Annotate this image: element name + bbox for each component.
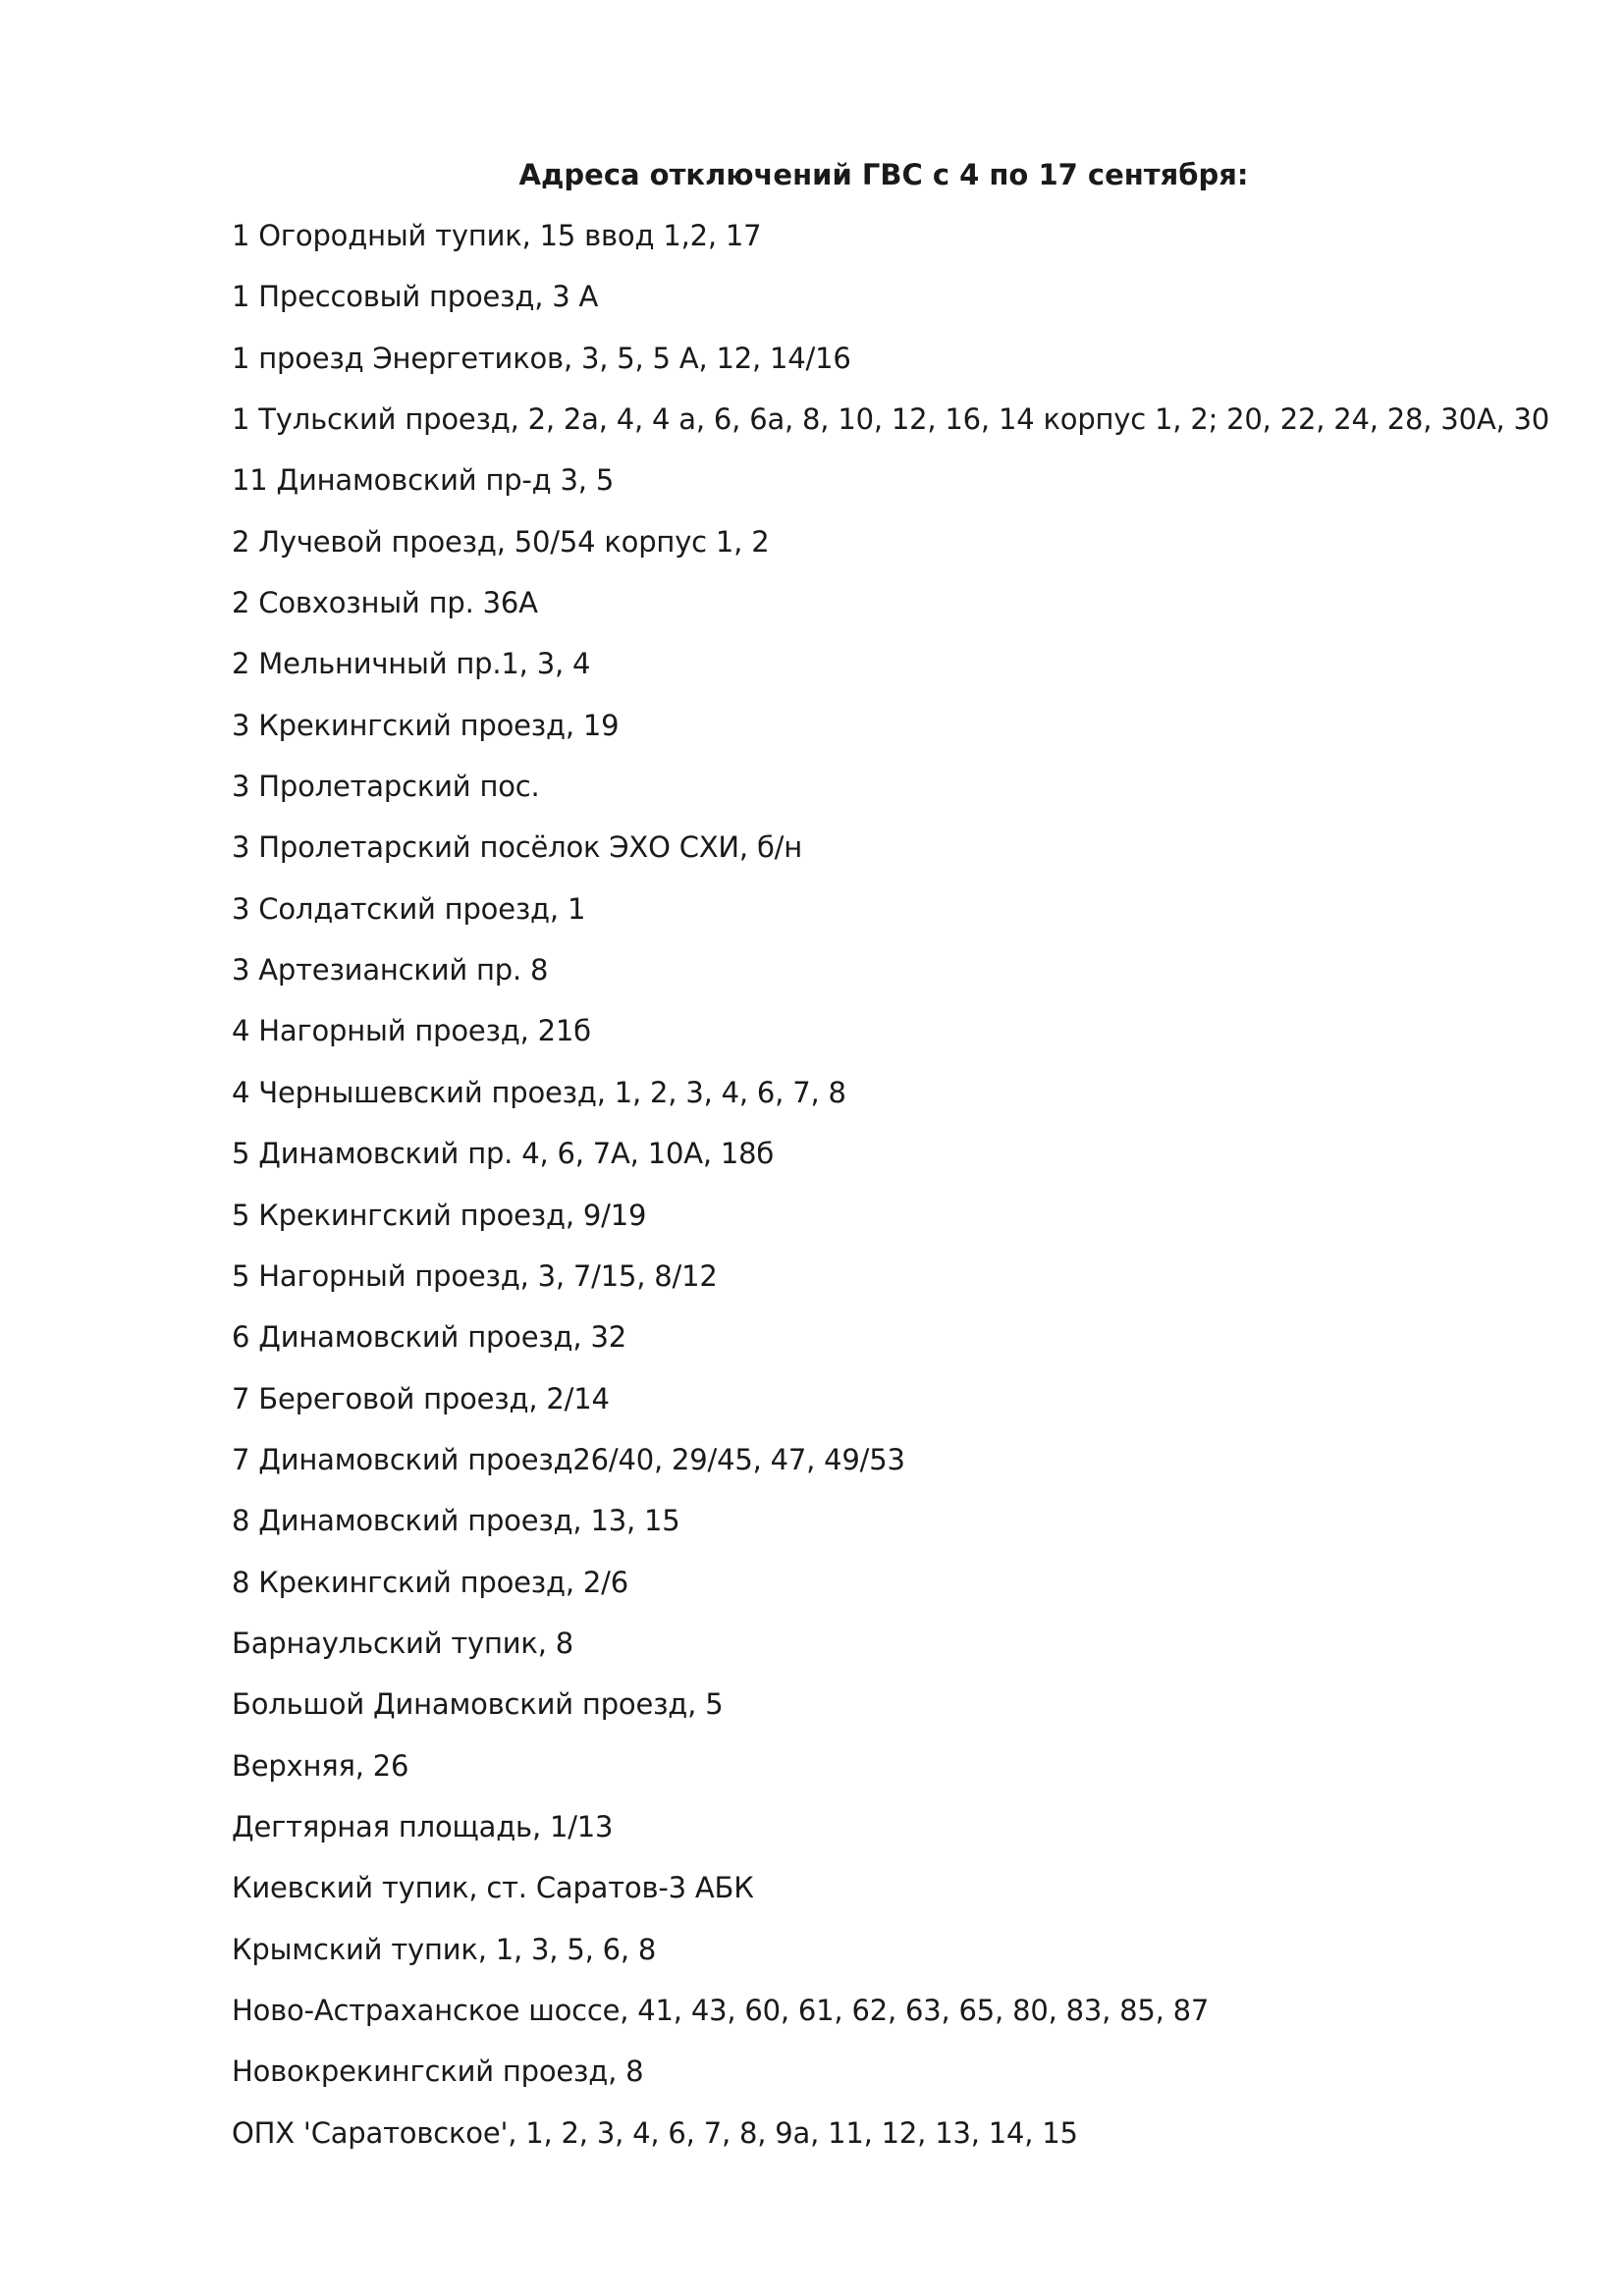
address-item: Барнаульский тупик, 8 xyxy=(232,1626,574,1660)
address-item: 5 Динамовский пр. 4, 6, 7А, 10А, 18б xyxy=(232,1137,775,1171)
address-item: 1 Тульский проезд, 2, 2а, 4, 4 а, 6, 6а, 8, 10, 12, 16, 14 корпус 1, 2; 20, 22, 24, 28, 30А, 30 xyxy=(232,402,1549,437)
address-item: 3 Пролетарский посёлок ЭХО СХИ, б/н xyxy=(232,830,802,865)
address-item: Новокрекингский проезд, 8 xyxy=(232,2055,644,2089)
address-item: 1 проезд Энергетиков, 3, 5, 5 А, 12, 14/16 xyxy=(232,341,851,375)
address-item: 3 Артезианский пр. 8 xyxy=(232,953,549,988)
address-item: 5 Нагорный проезд, 3, 7/15, 8/12 xyxy=(232,1258,718,1293)
address-item: 5 Крекингский проезд, 9/19 xyxy=(232,1198,647,1232)
address-item: 6 Динамовский проезд, 32 xyxy=(232,1320,626,1355)
address-item: 2 Лучевой проезд, 50/54 корпус 1, 2 xyxy=(232,524,770,559)
address-list xyxy=(232,216,1606,2174)
address-item: ОПХ 'Саратовское', 1, 2, 3, 4, 6, 7, 8, 9а, 11, 12, 13, 14, 15 xyxy=(232,2115,1078,2150)
address-item: 3 Солдатский проезд, 1 xyxy=(232,891,586,926)
document-title: Адреса отключений ГВС с 4 по 17 сентября: xyxy=(518,158,1249,191)
address-item: 11 Динамовский пр-д 3, 5 xyxy=(232,463,615,498)
address-item: 3 Пролетарский пос. xyxy=(232,770,540,804)
address-item: 2 Мельничный пр.1, 3, 4 xyxy=(232,647,591,681)
address-item: 8 Динамовский проезд, 13, 15 xyxy=(232,1504,680,1538)
address-item: 1 Прессовый проезд, 3 А xyxy=(232,280,599,314)
address-item: 3 Крекингский проезд, 19 xyxy=(232,708,620,742)
address-item: 7 Динамовский проезд26/40, 29/45, 47, 49/53 xyxy=(232,1442,905,1476)
address-item: Верхняя, 26 xyxy=(232,1748,409,1783)
address-item: Дегтярная площадь, 1/13 xyxy=(232,1809,614,1843)
address-item: Ново-Астраханское шоссе, 41, 43, 60, 61, 62, 63, 65, 80, 83, 85, 87 xyxy=(232,1993,1210,2027)
address-item: 1 Огородный тупик, 15 ввод 1,2, 17 xyxy=(232,219,762,252)
address-item: Киевский тупик, ст. Саратов-3 АБК xyxy=(232,1871,754,1905)
address-item: 7 Береговой проезд, 2/14 xyxy=(232,1381,610,1415)
address-item: 4 Нагорный проезд, 21б xyxy=(232,1014,591,1048)
address-item: 8 Крекингский проезд, 2/6 xyxy=(232,1565,628,1599)
address-item: Большой Динамовский проезд, 5 xyxy=(232,1687,724,1722)
address-item: Крымский тупик, 1, 3, 5, 6, 8 xyxy=(232,1932,657,1966)
address-item: 2 Совхозный пр. 36А xyxy=(232,586,538,620)
address-item: 4 Чернышевский проезд, 1, 2, 3, 4, 6, 7, 8 xyxy=(232,1075,846,1109)
